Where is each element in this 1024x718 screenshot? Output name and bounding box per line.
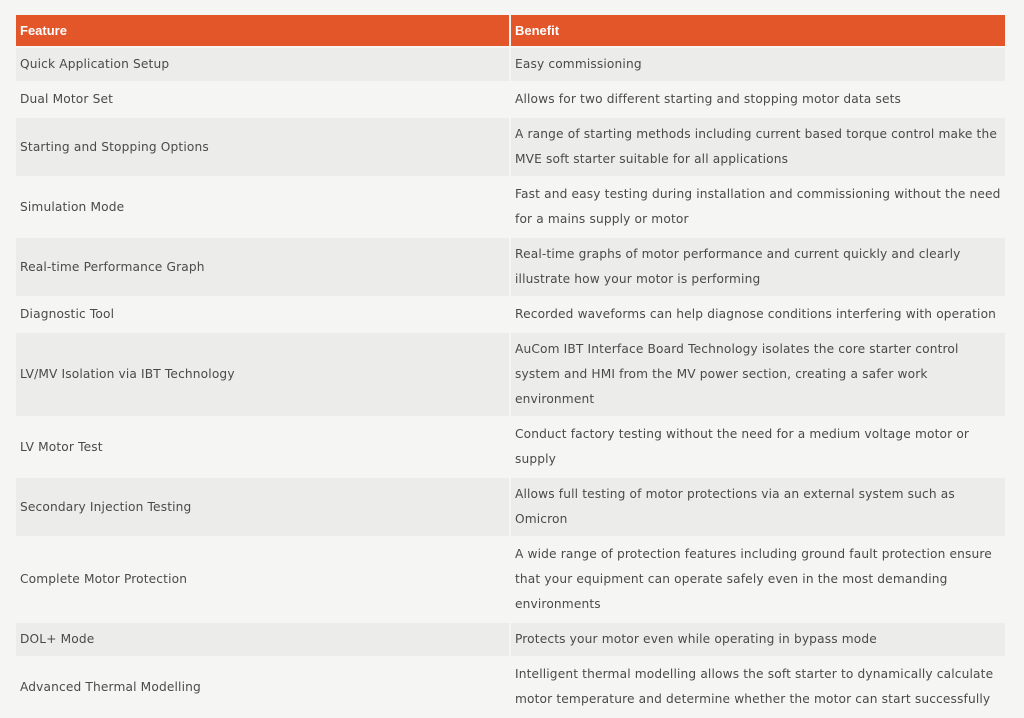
feature-cell: Advanced Thermal Modelling bbox=[16, 658, 511, 716]
table-row bbox=[16, 478, 1005, 536]
feature-cell: LV Motor Test bbox=[16, 418, 511, 476]
benefit-cell: Recorded waveforms can help diagnose conditions interfering with operation bbox=[511, 298, 1005, 331]
feature-cell: Dual Motor Set bbox=[16, 83, 511, 116]
table-row bbox=[16, 298, 1005, 331]
header-feature: Feature bbox=[16, 15, 511, 46]
feature-cell: Starting and Stopping Options bbox=[16, 118, 511, 176]
benefit-cell: AuCom IBT Interface Board Technology isolates the core starter control system and HMI from the MV power section, creating a safer work environment bbox=[511, 333, 1005, 416]
table-row bbox=[16, 83, 1005, 116]
table-row bbox=[16, 48, 1005, 81]
feature-cell: Diagnostic Tool bbox=[16, 298, 511, 331]
feature-cell: Secondary Injection Testing bbox=[16, 478, 511, 536]
table-header bbox=[16, 15, 1005, 46]
header-row bbox=[16, 15, 1005, 46]
table-row bbox=[16, 418, 1005, 476]
table-row bbox=[16, 658, 1005, 716]
feature-cell: LV/MV Isolation via IBT Technology bbox=[16, 333, 511, 416]
benefit-cell: Fast and easy testing during installation and commissioning without the need for a mains supply or motor bbox=[511, 178, 1005, 236]
feature-cell: Real-time Performance Graph bbox=[16, 238, 511, 296]
benefit-cell: Easy commissioning bbox=[511, 48, 1005, 81]
feature-cell: DOL+ Mode bbox=[16, 623, 511, 656]
benefit-cell: Conduct factory testing without the need for a medium voltage motor or supply bbox=[511, 418, 1005, 476]
benefit-cell: Protects your motor even while operating in bypass mode bbox=[511, 623, 1005, 656]
feature-cell: Quick Application Setup bbox=[16, 48, 511, 81]
benefit-cell: A wide range of protection features including ground fault protection ensure that your equipment can operate safely even in the most demanding environments bbox=[511, 538, 1005, 621]
feature-cell: Simulation Mode bbox=[16, 178, 511, 236]
feature-benefit-table-wrapper bbox=[16, 13, 1005, 718]
table-row bbox=[16, 538, 1005, 621]
benefit-cell: Allows for two different starting and stopping motor data sets bbox=[511, 83, 1005, 116]
benefit-cell: Allows full testing of motor protections via an external system such as Omicron bbox=[511, 478, 1005, 536]
table-row bbox=[16, 118, 1005, 176]
table-row bbox=[16, 238, 1005, 296]
header-benefit: Benefit bbox=[511, 15, 1005, 46]
table-row bbox=[16, 178, 1005, 236]
feature-cell: Complete Motor Protection bbox=[16, 538, 511, 621]
table-row bbox=[16, 623, 1005, 656]
feature-benefit-table bbox=[16, 13, 1005, 718]
table-row bbox=[16, 333, 1005, 416]
table-body bbox=[16, 48, 1005, 716]
benefit-cell: Intelligent thermal modelling allows the soft starter to dynamically calculate motor temperature and determine whether the motor can start successfully bbox=[511, 658, 1005, 716]
benefit-cell: Real-time graphs of motor performance and current quickly and clearly illustrate how your motor is performing bbox=[511, 238, 1005, 296]
benefit-cell: A range of starting methods including current based torque control make the MVE soft starter suitable for all applications bbox=[511, 118, 1005, 176]
